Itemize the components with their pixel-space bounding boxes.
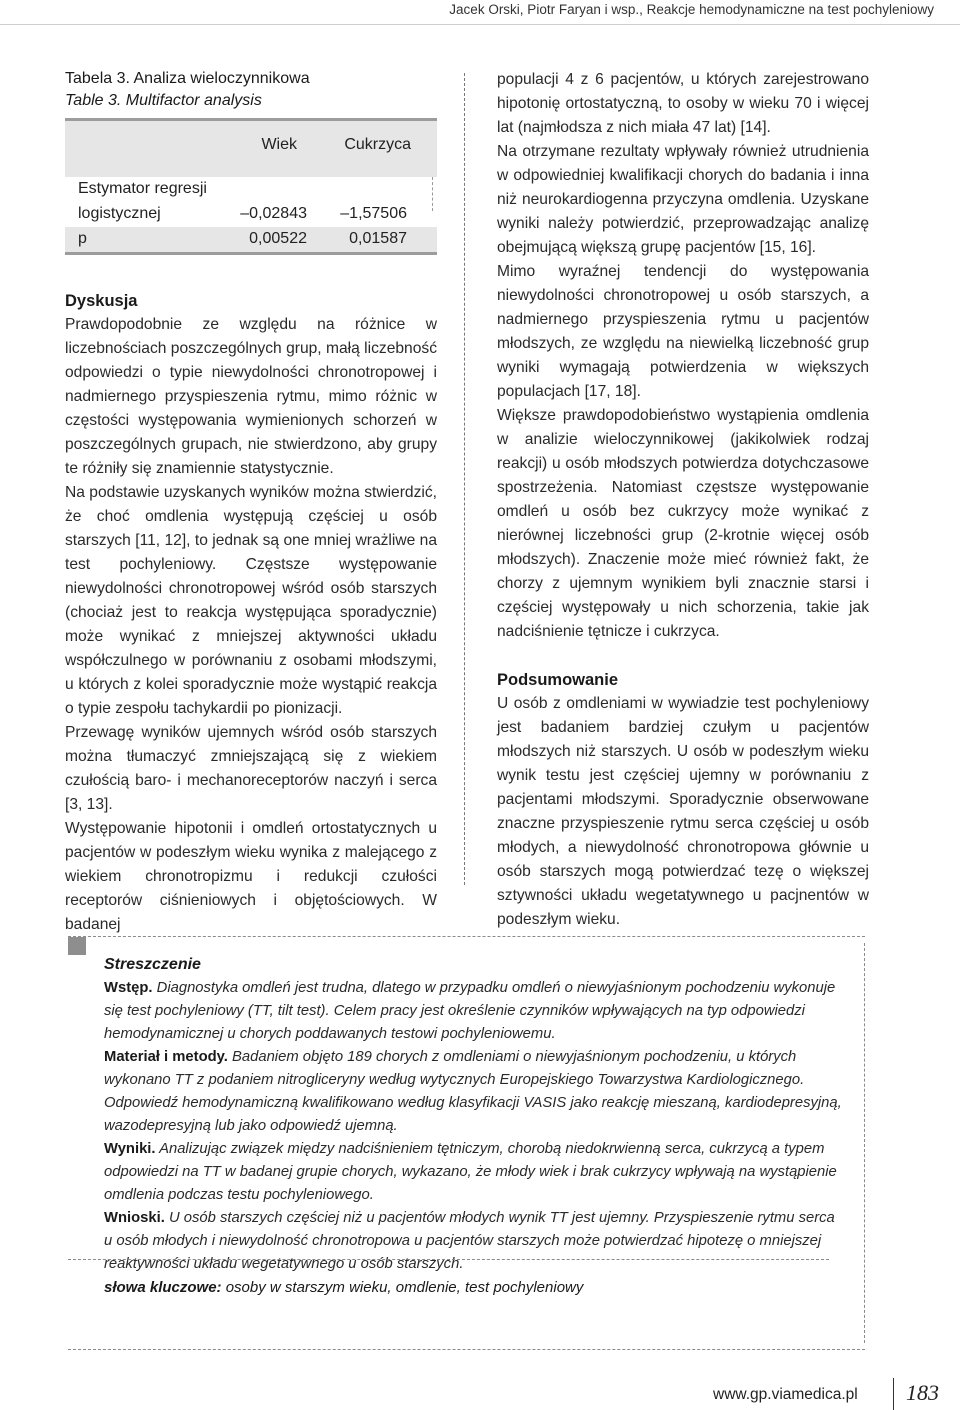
keywords [104, 1279, 583, 1296]
paragraph: Przewagę wyników ujemnych wśród osób starszych można tłumaczyć zmniejszającą się z wiekiem czułością baro- i mechanoreceptorów naczyń i serca [3, 13]. [65, 724, 437, 813]
paragraph: Na podstawie uzyskanych wyników można stwierdzić, że choć omdlenia występują częściej u osób starszych [11, 12], to jednak są one mniej wrażliwe na test pochyleniowy. Częstsze występowanie niewydolności chronotropowej wśród osób starszych (chociaż jest to reakcja występująca sporadycznie) może wynikać z mniejszej aktywności układu współczulnego w porównaniu z osobami młodszymi, u których z kolei sporadycznie może wystąpić reakcja o typie zespołu tachykardii po pionizacji. [65, 484, 437, 717]
paragraph: Na otrzymane rezultaty wpływały również utrudnienia w odpowiedniej kwalifikacji chorych do badania i inna niż neurokardiogenna przyczyna omdlenia. Uzyskane wyniki należy potwierdzić, przeprowadzając analizę obejmującą większą grupę pacjentów [15, 16]. [497, 143, 869, 256]
paragraph: Większe prawdopodobieństwo wystąpienia omdlenia w analizie wieloczynnikowej (jakikolwiek rodzaj reakcji) u osób młodszych potwierdza dotychczasowe spostrzeżenia. Natomiast częstsze występowanie omdleń u osób bez cukrzycy może wynikać z nierównej liczebności grup (2-krotnie więcej osób młodszych). Znaczenie może mieć również fakt, że chorzy z ujemnym wynikiem byli znacznie starsi i częściej występowały u nich schorzenia, takie jak nadciśnienie tętnicze i cukrzyca. [497, 407, 869, 640]
header-rule [0, 24, 960, 25]
table-row [65, 227, 437, 255]
abstract-results-label: Wyniki. [104, 1141, 156, 1157]
section-title-podsumowanie: Podsumowanie [497, 671, 619, 689]
table-caption-en: Table 3. Multifactor analysis [65, 92, 262, 109]
section-title-dyskusja: Dyskusja [65, 292, 138, 310]
abstract-methods [104, 1046, 844, 1138]
cell-wiek: 0,00522 [249, 230, 307, 247]
column-divider [464, 73, 465, 885]
paragraph: U osób z omdleniami w wywiadzie test pochyleniowy jest badaniem bardziej czułym u pacjentów młodszych niż starszych. U osób w podeszłym wieku wynik testu jest częściej ujemny w porównaniu z pacjentami młodszymi. Sporadycznie obserwowane znaczne przyspieszenie rytmu serca częściej u osób młodych, a niewydolność chronotropowa głównie u osób starszych mogą potwierdzać tezę o większej sztywności układu wegetatywnego u pacjnentów w podeszłym wieku. [497, 695, 869, 928]
paragraph: Występowanie hipotonii i omdleń ortostatycznych u pacjentów w podeszłym wieku wynika z malejącego z wiekiem chronotropizmu i redukcji czułości receptorów ciśnieniowych i objętościowych. W badanej [65, 820, 437, 933]
abstract-conclusions-label: Wnioski. [104, 1210, 165, 1226]
table-caption-pl: Tabela 3. Analiza wieloczynnikowa [65, 70, 310, 87]
table-header-row [65, 121, 437, 177]
multifactor-table [65, 118, 437, 255]
paragraph: Prawdopodobnie ze względu na różnice w liczebnościach poszczególnych grup, małą liczebność odpowiedzi o typie niewydolności chronotropowej i nadmiernego przyspieszenia rytmu, mimo różnic w częstości występowania wymienionych schorzeń w poszczególnych grupach, nie stwierdzono, aby grupy te różniły się znamiennie statystycznie. [65, 316, 437, 477]
table-caption [65, 68, 437, 112]
abstract-results-text: Analizując związek między nadciśnieniem tętniczym, chorobą niedokrwienną serca, cukrzycą a typem odpowiedzi na TT w badanej grupie chorych, wykazano, że młody wiek i brak cukrzycy wpływają na wystąpienie omdlenia podczas testu pochyleniowego. [104, 1141, 837, 1203]
abstract-conclusions [104, 1207, 844, 1276]
cell-cukrzyca: –1,57506 [340, 205, 407, 222]
abstract-conclusions-text: U osób starszych częściej niż u pacjentów młodych wynik TT jest ujemny. Przyspieszenie rytmu serca u osób młodych i niewydolność chronotropowa u pacjentów starszych może potwierdzać hipotezę o mniejszej reaktywności układu wegetatywnego u osób starszych. [104, 1210, 835, 1272]
abstract-methods-text: Badaniem objęto 189 chorych z omdleniami o niewyjaśnionym pochodzeniu, u których wykonano TT z podaniem nitrogliceryny według wytycznych Europejskiego Towarzystwa Kardiologicznego. Odpowiedź hemodynamiczną kwalifikowano według klasyfikacji VASIS jako reakcję mieszaną, kardiodepresyjną, wazodepresyjną lub jako odpowiedź ujemną. [104, 1049, 842, 1134]
column-header-wiek: Wiek [261, 136, 297, 153]
abstract-box [68, 936, 865, 1350]
abstract-content [104, 953, 844, 1276]
cell-cukrzyca: 0,01587 [349, 230, 407, 247]
abstract-intro-text: Diagnostyka omdleń jest trudna, dlatego w przypadku omdleń o niewyjaśnionym pochodzeniu wykonuje się test pochyleniowy (TT, tilt test). Celem pracy jest określenie czynników wpływających na typ odpowiedzi hemodynamicznej u chorych poddawanych testowi pochyleniowemu. [104, 980, 836, 1042]
abstract-methods-label: Materiał i metody. [104, 1049, 228, 1065]
row-label: logistycznej [78, 205, 161, 222]
paragraph: populacji 4 z 6 pacjentów, u których zarejestrowano hipotonię ortostatyczną, to osoby w wieku 70 i więcej lat (najmłodsza z nich miała 47 lat) [14]. [497, 71, 869, 136]
abstract-results [104, 1138, 844, 1207]
abstract-marker-square [68, 937, 86, 955]
row-label: Estymator regresji [78, 180, 207, 197]
abstract-title: Streszczenie [104, 956, 201, 973]
paragraph: Mimo wyraźnej tendencji do występowania niewydolności chronotropowej u osób starszych, a nadmiernego przyspieszenia rytmu u pacjentów młodszych, ze względu na niewielką liczebność grup wyniki wymagają potwierdzenia w większych populacjach [17, 18]. [497, 263, 869, 400]
keywords-label: słowa kluczowe: [104, 1279, 222, 1296]
running-head: Jacek Orski, Piotr Faryan i wsp., Reakcje hemodynamiczne na test pochyleniowy [449, 2, 934, 17]
table-row [65, 177, 437, 202]
abstract-intro [104, 977, 844, 1046]
footer-separator [893, 1378, 894, 1410]
row-label: p [78, 230, 87, 247]
page-number: 183 [906, 1380, 939, 1405]
table-row [65, 202, 437, 227]
right-column [497, 68, 869, 932]
left-column [65, 68, 437, 937]
cell-wiek: –0,02843 [240, 205, 307, 222]
column-header-cukrzyca: Cukrzyca [344, 136, 411, 153]
keywords-text: osoby w starszym wieku, omdlenie, test pochyleniowy [225, 1279, 584, 1296]
abstract-right-rule [864, 943, 865, 1343]
footer-url[interactable]: www.gp.viamedica.pl [713, 1386, 858, 1403]
abstract-intro-label: Wstęp. [104, 980, 153, 996]
abstract-divider [68, 1259, 829, 1260]
